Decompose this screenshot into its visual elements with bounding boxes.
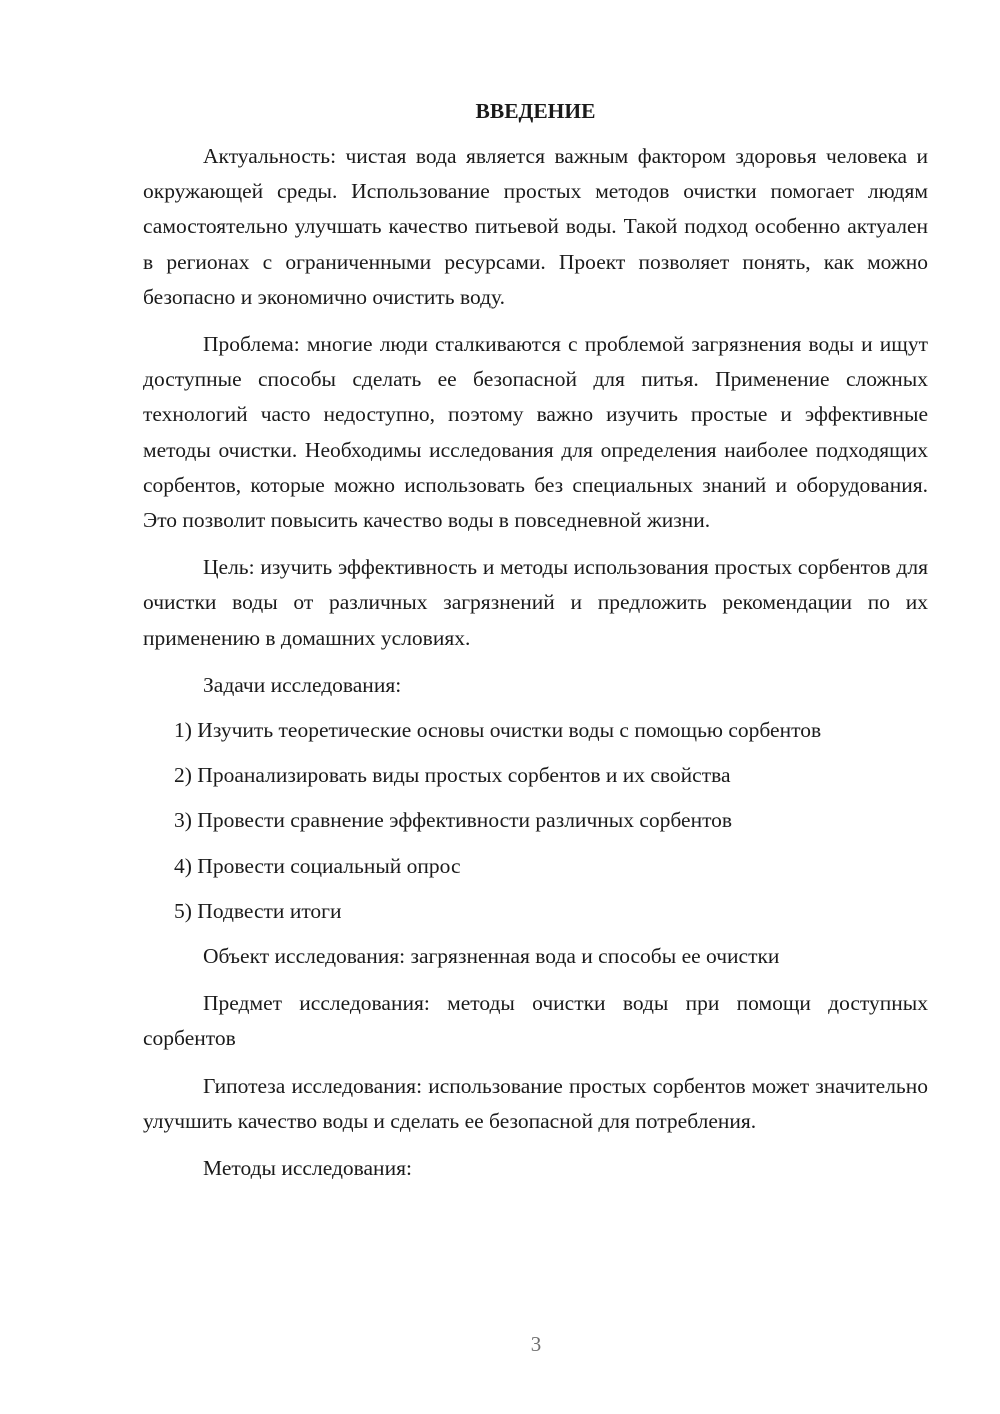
paragraph-subject: Предмет исследования: методы очистки воды при помощи доступных сорбентов [143, 991, 928, 1051]
paragraph-object: Объект исследования: загрязненная вода и способы ее очистки [203, 944, 780, 969]
list-item-text: Провести социальный опрос [197, 853, 461, 878]
list-item-number: 5) [174, 898, 192, 923]
list-item-number: 3) [174, 808, 192, 833]
paragraph-relevance: Актуальность: чистая вода является важным фактором здоровья человека и окружающей среды. Использование простых методов очистки помогает людям самостоятельно улучшать качество питьевой воды. Такой подход особенно актуален в регионах с ограниченными ресурсами. Проект позволяет понять, как можно безопасно и экономично очистить воду. [143, 144, 928, 309]
list-item-text: Провести сравнение эффективности различных сорбентов [197, 808, 733, 833]
tasks-heading: Задачи исследования: [203, 672, 402, 697]
methods-heading: Методы исследования: [203, 1156, 412, 1181]
paragraph-goal: Цель: изучить эффективность и методы использования простых сорбентов для очистки воды от различных загрязнений и предложить рекомендации по их применению в домашних условиях. [143, 555, 928, 650]
list-item [143, 713, 928, 748]
list-item-number: 1) [174, 718, 192, 743]
list-item-text: Проанализировать виды простых сорбентов и их свойства [197, 763, 731, 788]
page-number: 3 [530, 1332, 542, 1356]
paragraph-problem: Проблема: многие люди сталкиваются с проблемой загрязнения воды и ищут доступные способы сделать ее безопасной для питья. Применение сложных технологий часто недоступно, поэтому важно изучить простые и эффективные методы очистки. Необходимы исследования для определения наиболее подходящих сорбентов, которые можно использовать без специальных знаний и оборудования. Это позволит повысить качество воды в повседневной жизни. [143, 332, 928, 533]
page-content [143, 94, 928, 1186]
list-item [143, 894, 928, 929]
tasks-list [143, 713, 928, 929]
page-title: ВВЕДЕНИЕ [475, 99, 596, 123]
paragraph-hypothesis: Гипотеза исследования: использование простых сорбентов может значительно улучшить качество воды и сделать ее безопасной для потребления. [143, 1073, 928, 1133]
list-item [143, 758, 928, 793]
list-item-text: Изучить теоретические основы очистки воды с помощью сорбентов [197, 718, 822, 743]
list-item-number: 4) [174, 853, 192, 878]
list-item [143, 803, 928, 838]
list-item-number: 2) [174, 763, 192, 788]
list-item-text: Подвести итоги [197, 898, 342, 923]
list-item [143, 849, 928, 884]
